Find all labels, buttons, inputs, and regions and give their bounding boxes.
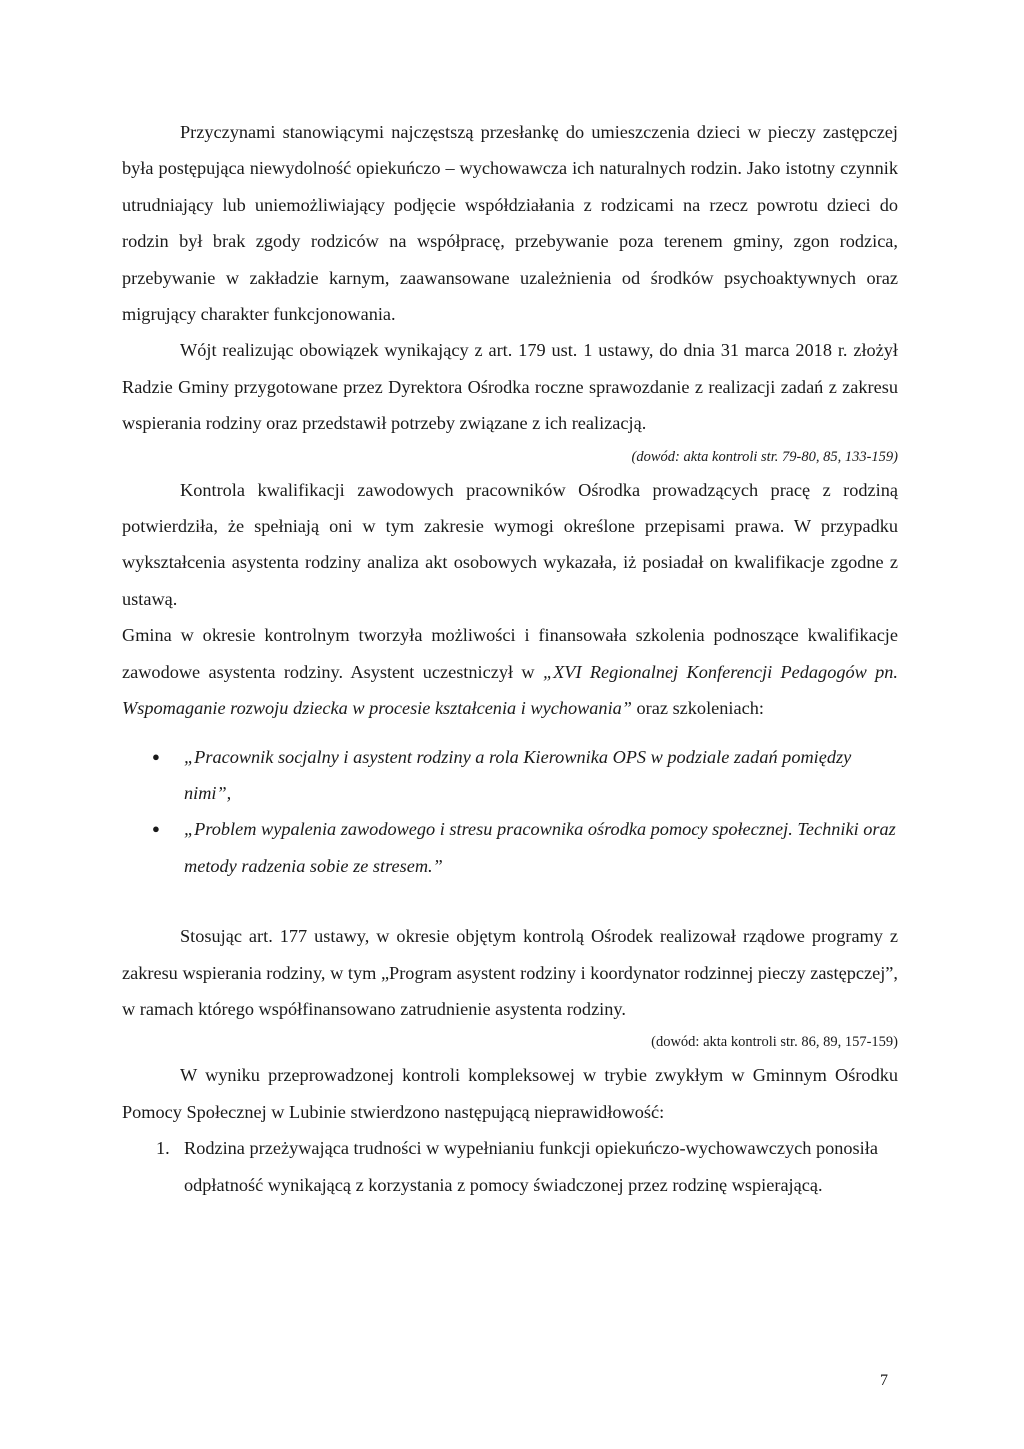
paragraph-report: Wójt realizując obowiązek wynikający z art. 179 ust. 1 ustawy, do dnia 31 marca 2018 r. złożył Radzie Gminy przygotowane przez Dyrektora Ośrodka roczne sprawozdanie z realizacji zadań z zakresu wspierania rodziny oraz przedstawił potrzeby związane z ich realizacją.: [122, 340, 898, 434]
paragraph-causes: Przyczynami stanowiącymi najczęstszą przesłankę do umieszczenia dzieci w pieczy zastępczej była postępująca niewydolność opiekuńczo – wychowawcza ich naturalnych rodzin. Jako istotny czynnik utrudniający lub uniemożliwiający podjęcie współdziałania z rodzicami na rzecz powrotu dzieci do rodzin był brak zgody rodziców na współpracę, przebywanie poza terenem gminy, zgon rodzica, przebywanie w zakładzie karnym, zaawansowane uzależnienia od środków psychoaktywnych oraz migrujący charakter funkcjonowania.: [122, 122, 898, 325]
list-item: ● „Problem wypalenia zawodowego i stresu pracownika ośrodka pomocy społecznej. Techniki oraz metody radzenia sobie ze stresem.”: [122, 811, 898, 884]
trainings-text: Gmina w okresie kontrolnym tworzyła możliwości i finansowała szkolenia podnoszące kwalifikacje zawodowe asystenta rodziny. Asystent uczestniczył w: [122, 625, 898, 682]
list-item: ● „Pracownik socjalny i asystent rodziny a rola Kierownika OPS w podziale zadań pomiędzy nimi”,: [122, 739, 898, 812]
evidence-note: (dowód: akta kontroli str. 79-80, 85, 133-159): [631, 448, 898, 465]
evidence-note: (dowód: akta kontroli str. 86, 89, 157-159): [651, 1034, 898, 1051]
list-item: [122, 1130, 898, 1203]
item-text: Rodzina przeżywająca trudności w wypełnianiu funkcji opiekuńczo-wychowawczych ponosiła odpłatność wynikającą z korzystania z pomocy świadczonej przez rodzinę wspierającą.: [184, 1138, 878, 1195]
trainings-text-end: oraz szkoleniach:: [631, 698, 764, 719]
paragraph-qualifications: Kontrola kwalifikacji zawodowych pracowników Ośrodka prowadzących pracę z rodziną potwierdziła, że spełniają oni w tym zakresie wymogi określone przepisami prawa. W przypadku wykształcenia asystenta rodziny analiza akt osobowych wykazała, iż posiadał on kwalifikacje zgodne z ustawą.: [122, 479, 898, 609]
paragraph-programs: Stosując art. 177 ustawy, w okresie objętym kontrolą Ośrodek realizował rządowe programy z zakresu wspierania rodziny, w tym „Program asystent rodziny i koordynator rodzinnej pieczy zastępczej”, w ramach którego współfinansowano zatrudnienie asystenta rodziny.: [122, 926, 898, 1019]
conference-title: „XVI Regionalnej Konferencji Pedagogów pn. Wspomaganie rozwoju dziecka w procesie kształcenia i wychowania”: [122, 661, 898, 719]
training-list: [122, 739, 898, 885]
document-body: [122, 114, 898, 1203]
paragraph-trainings: [122, 617, 898, 726]
page-number: 7: [880, 1372, 888, 1389]
paragraph-findings: W wyniku przeprowadzonej kontroli kompleksowej w trybie zwykłym w Gminnym Ośrodku Pomocy Społecznej w Lubinie stwierdzono następującą nieprawidłowość:: [122, 1065, 898, 1122]
item-number: 1.: [156, 1138, 170, 1159]
findings-list: [122, 1130, 898, 1203]
